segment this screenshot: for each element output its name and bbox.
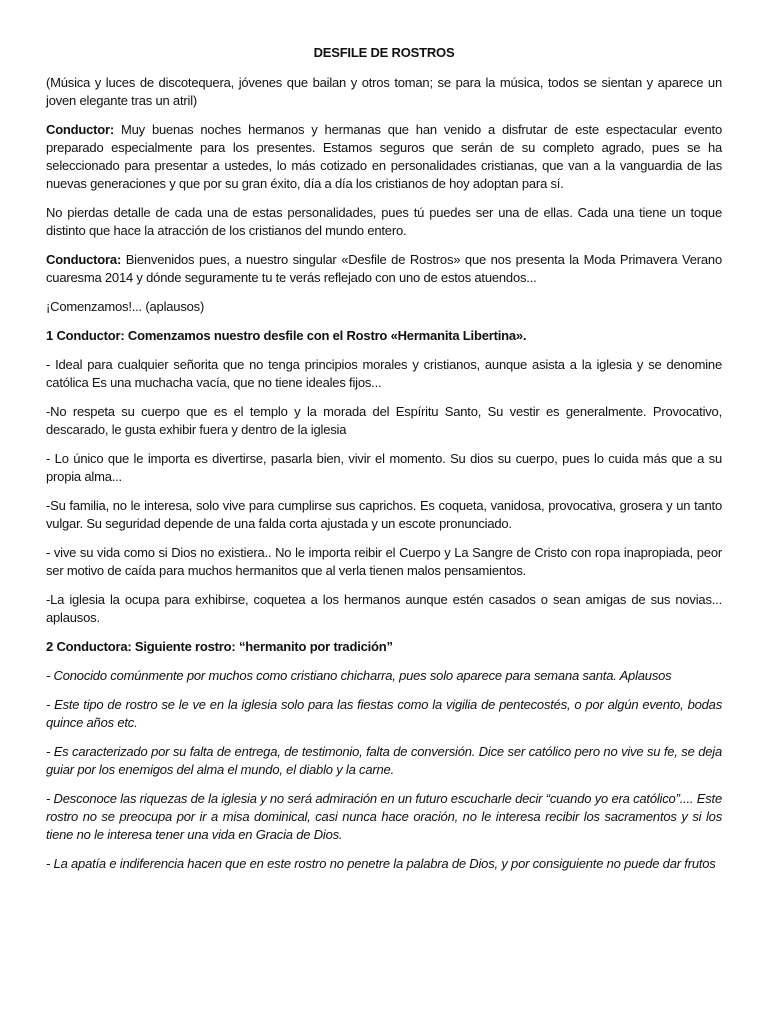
section-1-item: -La iglesia la ocupa para exhibirse, coquetea a los hermanos aunque estén casados o sean amigas de sus novias... aplausos.: [46, 592, 722, 625]
section-2-item: - La apatía e indiferencia hacen que en este rostro no penetre la palabra de Dios, y por consiguiente no puede dar frutos: [46, 856, 716, 871]
speaker-label: Conductora:: [46, 252, 122, 267]
section-1-item: - Ideal para cualquier señorita que no tenga principios morales y cristianos, aunque asista a la iglesia y se denomine católica Es una muchacha vacía, que no tiene ideales fijos...: [46, 357, 722, 390]
section-2-heading: 2 Conductora: Siguiente rostro: “hermanito por tradición”: [46, 639, 393, 654]
document-title: DESFILE DE ROSTROS: [313, 45, 455, 60]
section-1-item: - Lo único que le importa es divertirse, pasarla bien, vivir el momento. Su dios su cuerpo, pues lo cuida más que a su propia alma...: [46, 451, 722, 484]
section-1-item: - vive su vida como si Dios no existiera.. No le importa reibir el Cuerpo y La Sangre de Cristo con ropa inapropiada, peor ser motivo de caída para muchos hermanitos que al verla tienen malos pensamientos.: [46, 545, 722, 578]
section-2-item: - Es caracterizado por su falta de entrega, de testimonio, falta de conversión. Dice ser católico pero no vive su fe, se deja guiar por los enemigos del alma el mundo, el diablo y la carne.: [46, 744, 722, 777]
speaker-label: Conductor:: [46, 122, 115, 137]
conductora-intro-paragraph: [46, 251, 722, 287]
stage-direction: (Música y luces de discotequera, jóvenes que bailan y otros toman; se para la música, todos se sientan y aparece un joven elegante tras un atril): [46, 75, 722, 108]
paragraph-text: Muy buenas noches hermanos y hermanas que han venido a disfrutar de este espectacular evento preparado especialmente para los presentes. Estamos seguros que serán de su completo agrado, pues se ha seleccionado para presentar a ustedes, lo más cotizado en personalidades cristianas, que van a la vanguardia de las nuevas generaciones y que por su gran éxito, día a día los cristianos de hoy adoptan para sí.: [46, 122, 722, 191]
section-1-heading: 1 Conductor: Comenzamos nuestro desfile con el Rostro «Hermanita Libertina».: [46, 328, 527, 343]
no-pierdas-paragraph: No pierdas detalle de cada una de estas personalidades, pues tú puedes ser una de ellas. Cada una tiene un toque distinto que hace la atracción de los cristianos del mundo entero.: [46, 205, 722, 238]
section-2-item: - Este tipo de rostro se le ve en la iglesia solo para las fiestas como la vigilia de pentecostés, o por algún evento, bodas quince años etc.: [46, 697, 722, 730]
section-1-item: -Su familia, no le interesa, solo vive para cumplirse sus caprichos. Es coqueta, vanidosa, provocativa, grosera y un tanto vulgar. Su seguridad depende de una falda corta ajustada y un escote pronunciado.: [46, 498, 722, 531]
conductor-intro-paragraph: [46, 121, 722, 193]
document-page: [46, 44, 722, 884]
section-2-item: - Conocido comúnmente por muchos como cristiano chicharra, pues solo aparece para semana santa. Aplausos: [46, 668, 672, 683]
comenzamos-line: ¡Comenzamos!... (aplausos): [46, 299, 205, 314]
section-1-item: -No respeta su cuerpo que es el templo y la morada del Espíritu Santo, Su vestir es generalmente. Provocativo, descarado, le gusta exhibir fuera y dentro de la iglesia: [46, 404, 722, 437]
paragraph-text: Bienvenidos pues, a nuestro singular «Desfile de Rostros» que nos presenta la Moda Primavera Verano cuaresma 2014 y dónde seguramente tu te verás reflejado con uno de estos atuendos...: [46, 252, 722, 285]
section-2-item: - Desconoce las riquezas de la iglesia y no será admiración en un futuro escucharle decir “cuando yo era católico”.... Este rostro no se preocupa por ir a misa dominical, casi nunca hace oración, no le interesa recibir los sacramentos y si los tiene no le interesa tener una vida en Gracia de Dios.: [46, 791, 722, 842]
